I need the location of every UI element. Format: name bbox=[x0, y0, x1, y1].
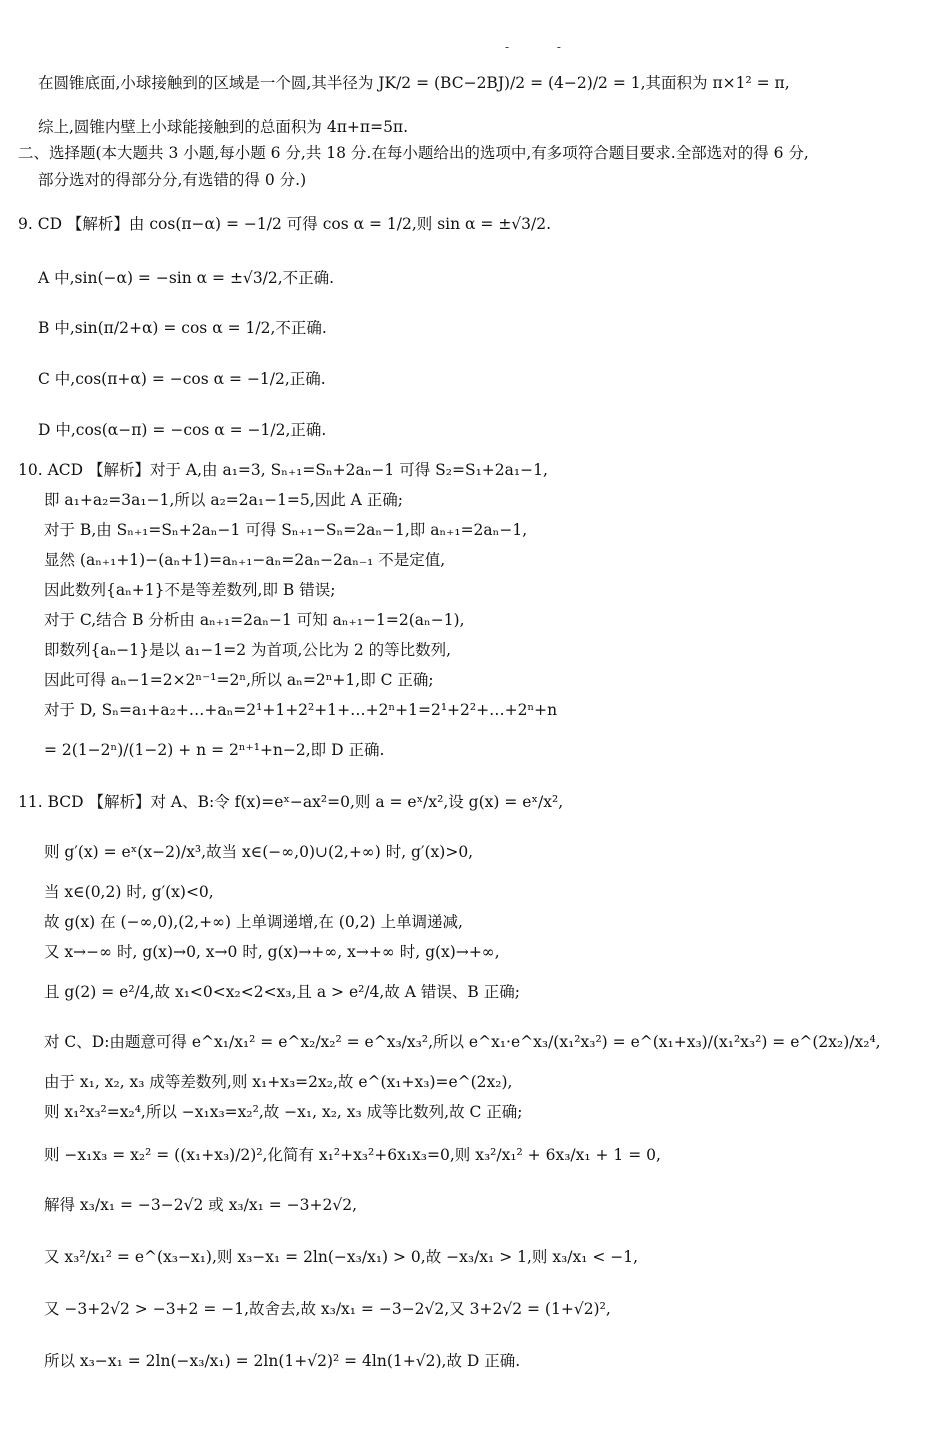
text-line: 当 x∈(0,2) 时, g′(x)<0, bbox=[44, 883, 214, 901]
text-line: 10. ACD 【解析】对于 A,由 a₁=3, Sₙ₊₁=Sₙ+2aₙ−1 可得 S₂=S₁+2a₁−1, bbox=[18, 461, 548, 479]
text-line: 因此数列{aₙ+1}不是等差数列,即 B 错误; bbox=[44, 581, 336, 599]
text-line: 对 C、D:由题意可得 e^x₁/x₁² = e^x₂/x₂² = e^x₃/x₃²,所以 e^x₁·e^x₃/(x₁²x₃²) = e^(x₁+x₃)/(x₁²x₃²) = e^(2x₂)/x₂⁴, bbox=[44, 1033, 881, 1051]
text-line: 又 x→−∞ 时, g(x)→0, x→0 时, g(x)→+∞, x→+∞ 时, g(x)→+∞, bbox=[44, 943, 500, 961]
text-line: 又 −3+2√2 > −3+2 = −1,故舍去,故 x₃/x₁ = −3−2√2,又 3+2√2 = (1+√2)², bbox=[44, 1300, 611, 1318]
text-line: 显然 (aₙ₊₁+1)−(aₙ+1)=aₙ₊₁−aₙ=2aₙ−2aₙ₋₁ 不是定值, bbox=[44, 551, 446, 569]
text-line: D 中,cos(α−π) = −cos α = −1/2,正确. bbox=[38, 421, 327, 439]
text-line: 且 g(2) = e²/4,故 x₁<0<x₂<2<x₃,且 a > e²/4,故 A 错误、B 正确; bbox=[44, 983, 520, 1001]
text-line: C 中,cos(π+α) = −cos α = −1/2,正确. bbox=[38, 370, 326, 388]
text-line: 又 x₃²/x₁² = e^(x₃−x₁),则 x₃−x₁ = 2ln(−x₃/x₁) > 0,故 −x₃/x₁ > 1,则 x₃/x₁ < −1, bbox=[44, 1248, 639, 1266]
text-line: 在圆锥底面,小球接触到的区域是一个圆,其半径为 JK/2 = (BC−2BJ)/2 = (4−2)/2 = 1,其面积为 π×1² = π, bbox=[38, 74, 790, 92]
text-line: 因此可得 aₙ−1=2×2ⁿ⁻¹=2ⁿ,所以 aₙ=2ⁿ+1,即 C 正确; bbox=[44, 671, 434, 689]
text-line: 所以 x₃−x₁ = 2ln(−x₃/x₁) = 2ln(1+√2)² = 4ln(1+√2),故 D 正确. bbox=[44, 1352, 521, 1370]
text-line: B 中,sin(π/2+α) = cos α = 1/2,不正确. bbox=[38, 319, 327, 337]
text-line: 则 g′(x) = eˣ(x−2)/x³,故当 x∈(−∞,0)∪(2,+∞) 时, g′(x)>0, bbox=[44, 843, 474, 861]
text-line: 则 −x₁x₃ = x₂² = ((x₁+x₃)/2)²,化简有 x₁²+x₃²+6x₁x₃=0,则 x₃²/x₁² + 6x₃/x₁ + 1 = 0, bbox=[44, 1146, 661, 1164]
page-top-marks: - - bbox=[505, 40, 583, 54]
text-line: 即数列{aₙ−1}是以 a₁−1=2 为首项,公比为 2 的等比数列, bbox=[44, 641, 452, 659]
text-line: 则 x₁²x₃²=x₂⁴,所以 −x₁x₃=x₂²,故 −x₁, x₂, x₃ 成等比数列,故 C 正确; bbox=[44, 1103, 523, 1121]
text-line: A 中,sin(−α) = −sin α = ±√3/2,不正确. bbox=[38, 269, 335, 287]
text-line: 解得 x₃/x₁ = −3−2√2 或 x₃/x₁ = −3+2√2, bbox=[44, 1196, 358, 1214]
text-line: 二、选择题(本大题共 3 小题,每小题 6 分,共 18 分.在每小题给出的选项中,有多项符合题目要求.全部选对的得 6 分, bbox=[18, 144, 809, 162]
text-line: 综上,圆锥内壁上小球能接触到的总面积为 4π+π=5π. bbox=[38, 118, 409, 136]
text-line: 对于 D, Sₙ=a₁+a₂+…+aₙ=2¹+1+2²+1+…+2ⁿ+1=2¹+2²+…+2ⁿ+n bbox=[44, 701, 558, 719]
text-line: 即 a₁+a₂=3a₁−1,所以 a₂=2a₁−1=5,因此 A 正确; bbox=[44, 491, 403, 509]
text-line: 11. BCD 【解析】对 A、B:令 f(x)=eˣ−ax²=0,则 a = eˣ/x²,设 g(x) = eˣ/x², bbox=[18, 793, 564, 811]
text-line: 部分选对的得部分分,有选错的得 0 分.) bbox=[38, 171, 307, 189]
text-line: 故 g(x) 在 (−∞,0),(2,+∞) 上单调递增,在 (0,2) 上单调递减, bbox=[44, 913, 463, 931]
text-line: 对于 C,结合 B 分析由 aₙ₊₁=2aₙ−1 可知 aₙ₊₁−1=2(aₙ−1), bbox=[44, 611, 465, 629]
text-line: 9. CD 【解析】由 cos(π−α) = −1/2 可得 cos α = 1/2,则 sin α = ±√3/2. bbox=[18, 215, 552, 233]
text-line: = 2(1−2ⁿ)/(1−2) + n = 2ⁿ⁺¹+n−2,即 D 正确. bbox=[44, 741, 385, 759]
text-line: 对于 B,由 Sₙ₊₁=Sₙ+2aₙ−1 可得 Sₙ₊₁−Sₙ=2aₙ−1,即 aₙ₊₁=2aₙ−1, bbox=[44, 521, 528, 539]
text-line: 由于 x₁, x₂, x₃ 成等差数列,则 x₁+x₃=2x₂,故 e^(x₁+x₃)=e^(2x₂), bbox=[44, 1073, 513, 1091]
